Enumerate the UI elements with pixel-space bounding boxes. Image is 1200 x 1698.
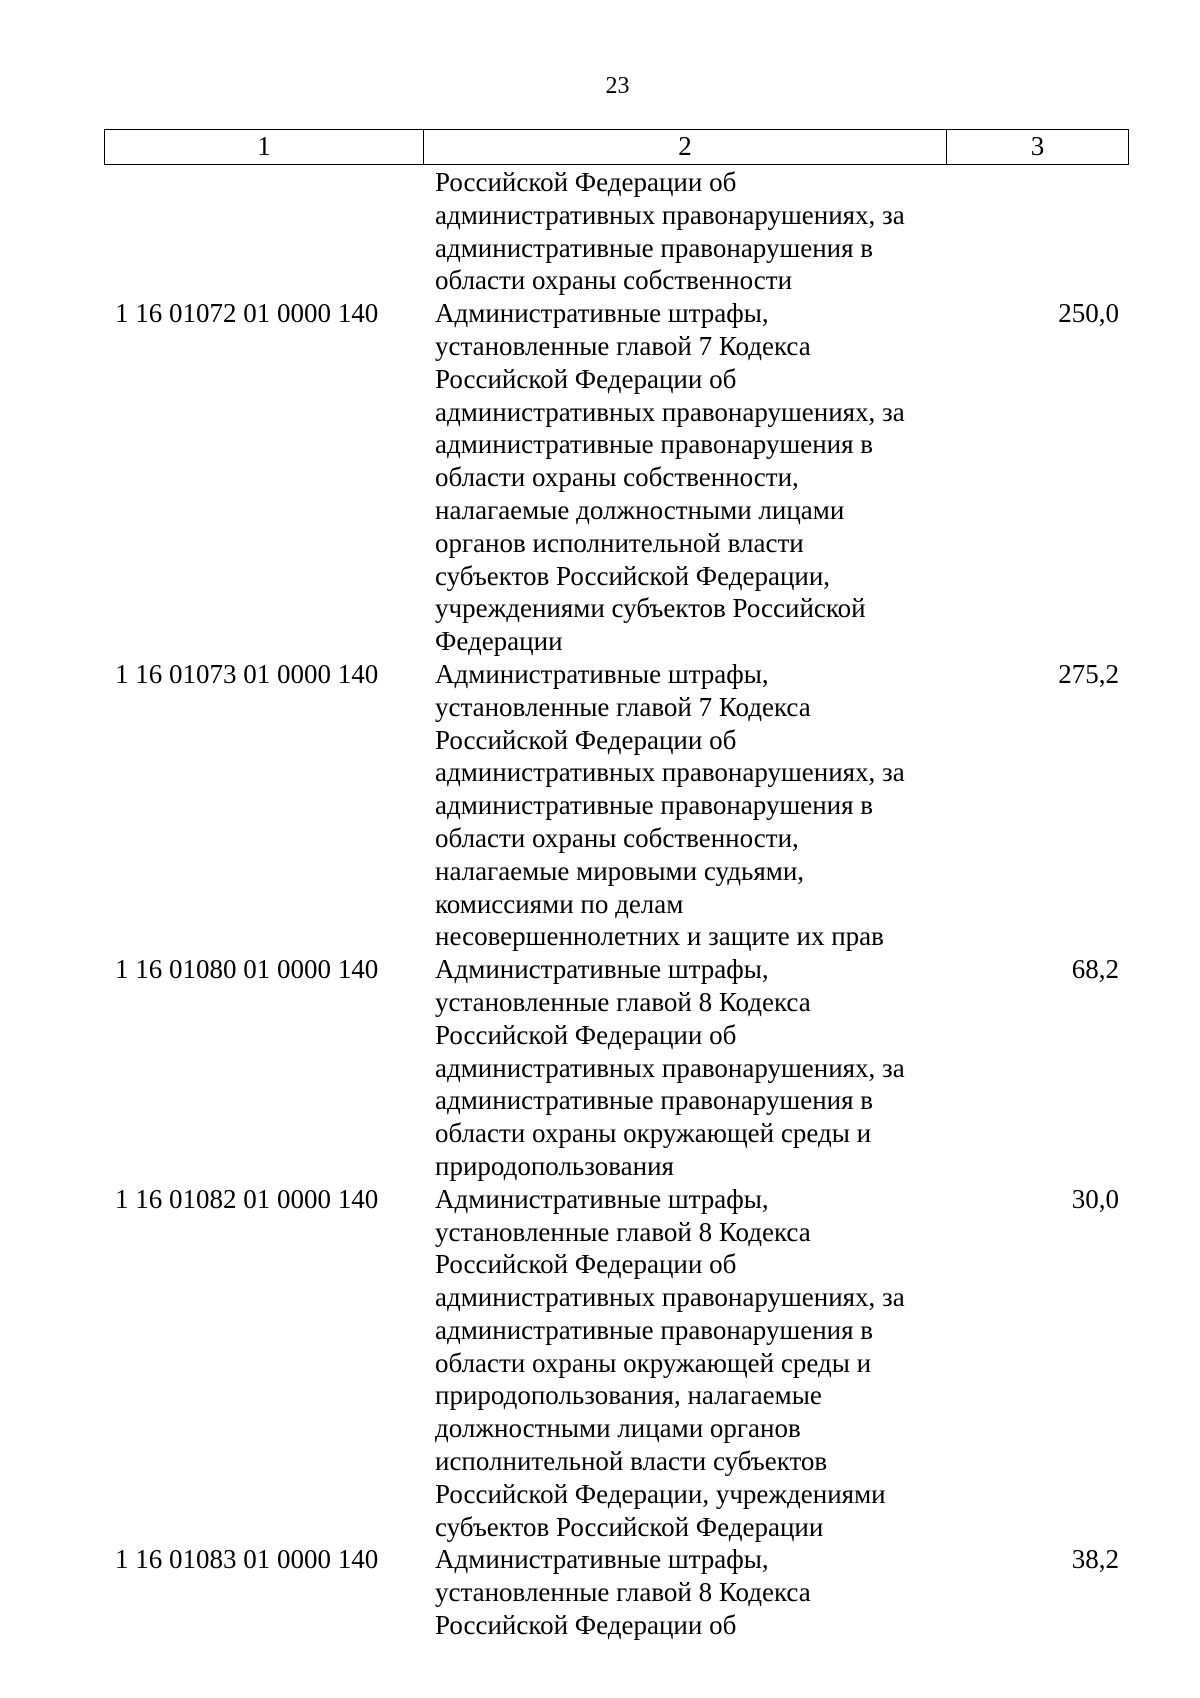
revenue-description: Административные штрафы, установленные главой 7 Кодекса Российской Федерации об административных правонарушениях, за административные правонарушения в области охраны собственности, налагаемые мировыми судьями, комиссиями по делам несовершеннолетних и защите их прав [435, 658, 905, 952]
revenue-amount: 38,2 [1071, 1544, 1119, 1575]
column-header-3: 3 [1030, 131, 1045, 161]
revenue-code: 1 16 01082 01 0000 140 [115, 1183, 379, 1214]
revenue-code: 1 16 01080 01 0000 140 [115, 954, 379, 985]
page-number: 23 [605, 73, 630, 99]
table-column-header [104, 129, 1129, 165]
revenue-amount: 275,2 [1058, 658, 1119, 689]
table-row [104, 658, 1129, 953]
column-header-1: 1 [105, 130, 424, 164]
revenue-amount: 68,2 [1071, 954, 1119, 985]
table-row [104, 1543, 1129, 1641]
revenue-description: Административные штрафы, установленные главой 8 Кодекса Российской Федерации об административных правонарушениях, за административные правонарушения в области охраны окружающей среды и природопользования, налагаемые должностными лицами органов исполнительной власти субъектов Российской Федерации, учреждениями субъектов Российской Федерации [435, 1183, 905, 1542]
revenue-code: 1 16 01083 01 0000 140 [115, 1544, 379, 1575]
revenue-code: 1 16 01073 01 0000 140 [115, 658, 379, 689]
revenue-amount: 250,0 [1058, 298, 1119, 329]
revenue-code: 1 16 01072 01 0000 140 [115, 298, 379, 329]
table-row [104, 953, 1129, 1183]
revenue-amount: 30,0 [1071, 1183, 1119, 1214]
revenue-description: Российской Федерации об административных правонарушениях, за административные правонарушения в области охраны собственности [435, 167, 905, 296]
column-header-2: 2 [424, 130, 947, 164]
revenue-description: Административные штрафы, установленные главой 8 Кодекса Российской Федерации об [435, 1544, 811, 1641]
table-body [104, 166, 1129, 1642]
table-row [104, 1183, 1129, 1544]
table-row [104, 297, 1129, 658]
revenue-description: Административные штрафы, установленные главой 8 Кодекса Российской Федерации об административных правонарушениях, за административные правонарушения в области охраны окружающей среды и природопользования [435, 954, 905, 1181]
revenue-description: Административные штрафы, установленные главой 7 Кодекса Российской Федерации об административных правонарушениях, за административные правонарушения в области охраны собственности, налагаемые должностными лицами органов исполнительной власти субъектов Российской Федерации, учреждениями субъектов Российской Федерации [435, 298, 905, 657]
table-row [104, 166, 1129, 297]
